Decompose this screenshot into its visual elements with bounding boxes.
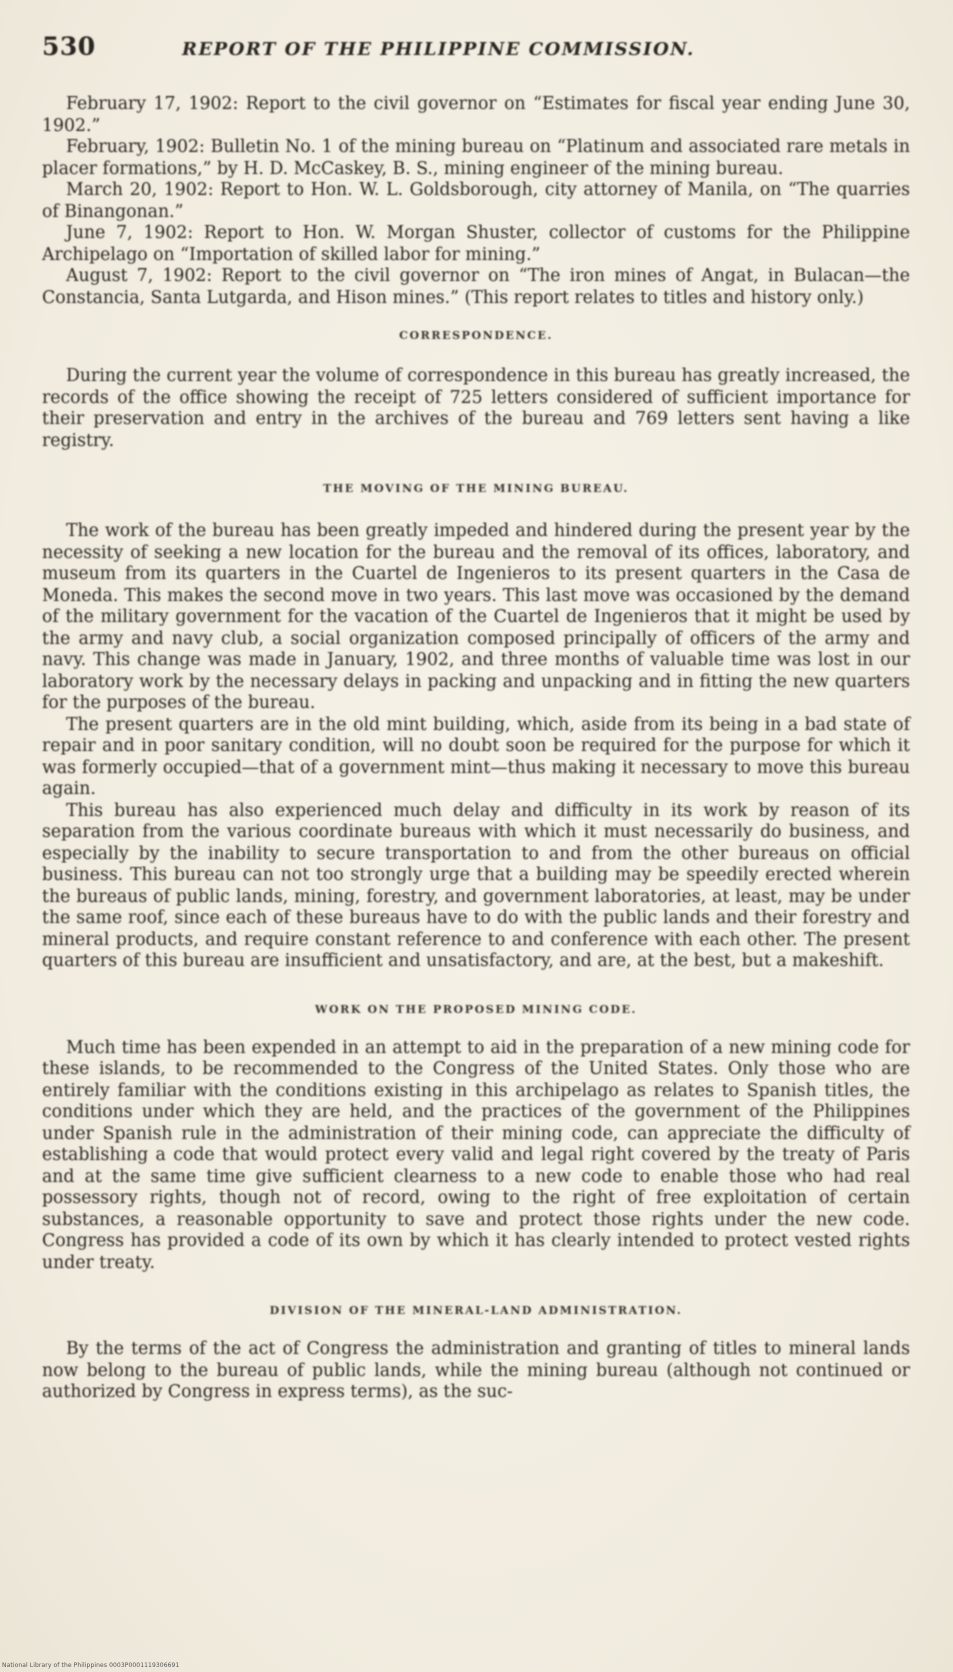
paragraph: The work of the bureau has been greatly impeded and hindered during the present year by the necessity of seeking a new location for the bureau and the removal of its offices, laboratory, and museum from its quarters in the Cuartel de Ingenieros to its present quarters in the Casa de Moneda. This makes the second move in two years. This last move was occasioned by the demand of the military government for the vacation of the Cuartel de Ingenieros that it might be used by the army and navy club, a social organization composed principally of officers of the army and navy. This change was made in January, 1902, and three months of valuable time was lost in our laboratory work by the necessary delays in packing and unpacking and in fitting the new quarters for the purposes of the bureau. (42, 521, 910, 713)
report-entry: March 20, 1902: Report to Hon. W. L. Goldsborough, city attorney of Manila, on “The quarries of Binangonan.” (42, 180, 910, 222)
section-heading-moving: THE MOVING OF THE MINING BUREAU. (323, 482, 629, 495)
section-heading-correspondence: CORRESPONDENCE. (399, 329, 553, 342)
section-heading-mining-code: WORK ON THE PROPOSED MINING CODE. (315, 1002, 637, 1016)
paragraph: The present quarters are in the old mint building, which, aside from its being in a bad state of repair and in poor sanitary condition, will no doubt soon be required for the purpose for which it was formerly occupied—that of a government mint—thus making it necessary to move this bureau again. (42, 714, 910, 799)
scan-footer: National Library of the Philippines 0003P0001119306691 (2, 1662, 180, 1669)
page-header (42, 32, 910, 68)
page-number: 530 (42, 32, 96, 61)
report-entry: June 7, 1902: Report to Hon. W. Morgan Shuster, collector of customs for the Philippine Archipelago on “Importation of skilled labor for mining.” (42, 223, 910, 265)
report-entry: February 17, 1902: Report to the civil governor on “Estimates for fiscal year ending June 30, 1902.” (42, 94, 910, 136)
report-entry: February, 1902: Bulletin No. 1 of the mining bureau on “Platinum and associated rare metals in placer formations,” by H. D. McCaskey, B. S., mining engineer of the mining bureau. (42, 137, 910, 179)
report-list (42, 94, 910, 309)
paragraph: By the terms of the act of Congress the administration and granting of titles to mineral lands now belong to the bureau of public lands, while the mining bureau (although not continued or authorized by Congress in express terms), as the suc- (42, 1339, 910, 1402)
paragraph: Much time has been expended in an attempt to aid in the preparation of a new mining code for these islands, to be recommended to the Congress of the United States. Only those who are entirely familiar with the conditions existing in this archipelago as relates to Spanish titles, the conditions under which they are held, and the practices of the government of the Philippines under Spanish rule in the administration of their mining code, can appreciate the difficulty of establishing a code that would protect every valid and legal right covered by the treaty of Paris and at the same time give sufficient clearness to a new code to enable those who had real possessory rights, though not of record, owing to the right of free exploitation of certain substances, a reasonable opportunity to save and protect those rights under the new code. Congress has provided a code of its own by which it has clearly intended to protect vested rights under treaty. (42, 1037, 910, 1273)
running-head: REPORT OF THE PHILIPPINE COMMISSION. (182, 39, 695, 60)
page-content (42, 32, 910, 1404)
report-entry: August 7, 1902: Report to the civil governor on “The iron mines of Angat, in Bulacan—the Constancia, Santa Lutgarda, and Hison mines.” (This report relates to titles and history only.) (42, 266, 910, 308)
paragraph: This bureau has also experienced much delay and difficulty in its work by reason of its separation from the various coordinate bureaus with which it must necessarily do business, and especially by the inability to secure transportation to and from the other bureaus on official business. This bureau can not too strongly urge that a building may be speedily erected wherein the bureaus of public lands, mining, forestry, and government laboratories, at least, may be under the same roof, since each of these bureaus have to do with the public lands and their forestry and mineral products, and require constant reference to and conference with each other. The present quarters of this bureau are insufficient and unsatisfactory, and are, at the best, but a makeshift. (42, 800, 910, 971)
paragraph: During the current year the volume of correspondence in this bureau has greatly increased, the records of the office showing the receipt of 725 letters considered of sufficient importance for their preservation and entry in the archives of the bureau and 769 letters sent having a like registry. (42, 366, 910, 451)
section-heading-division: DIVISION OF THE MINERAL-LAND ADMINISTRATION. (269, 1304, 683, 1317)
